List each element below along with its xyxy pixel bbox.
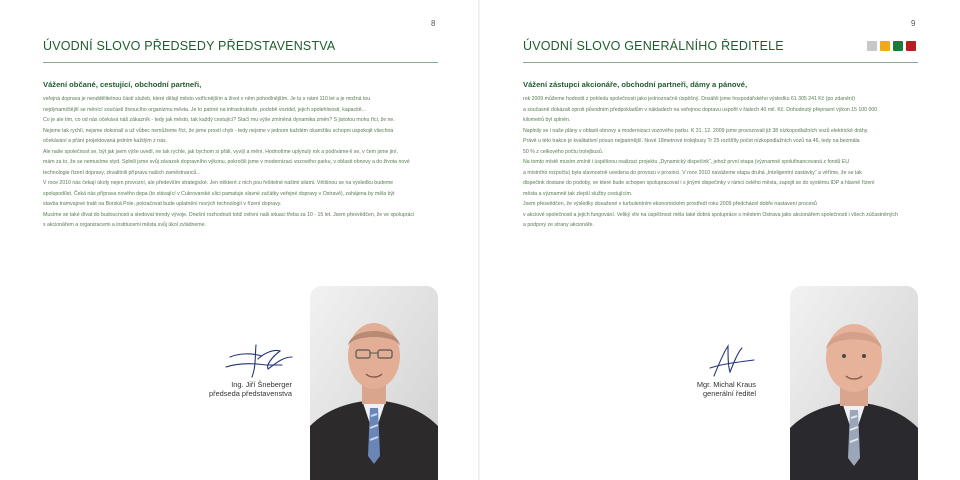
paragraph: očekávání a přání projektovaná jedním každým z nás. bbox=[43, 138, 167, 144]
body-text bbox=[43, 94, 439, 231]
greeting: Vážení zástupci akcionáře, obchodní partneři, dámy a pánové, bbox=[523, 80, 748, 89]
title-divider bbox=[523, 62, 918, 63]
handwritten-signature bbox=[222, 343, 300, 379]
paragraph: dispečink dostane do podoby, ve které bude schopen spolupracovat i s jinými dispečinky v rámci celého města, zapojit se do systému IDP a hlavně řízení bbox=[523, 180, 875, 186]
right-page bbox=[480, 0, 960, 480]
paragraph: Jsem přesvědčen, že výsledky dosažené v turbulentním ekonomickém prostředí roku 2009 předcházel dobře nastavení procesů bbox=[523, 201, 817, 207]
signatory-name: Mgr. Michal Kraus bbox=[696, 380, 756, 389]
page-number: 8 bbox=[431, 19, 436, 28]
paragraph: a podpory ze strany akcionáře. bbox=[523, 222, 594, 228]
director-portrait bbox=[790, 286, 918, 480]
paragraph: nejdynamičtější se měnící součástí živoucího organizmu města. Je to patrné na infrastruktuře, podobě vozidel, jejich spolehlivosti, kapacitě... bbox=[43, 106, 366, 113]
paragraph: mám za to, že se nemusíme styd. Splnili jsme svůj závazek dopravního výkonu, pokročili jsme v modernizaci vozového parku, v oblasti obnovy a do života nové bbox=[43, 159, 410, 165]
signatory bbox=[190, 380, 292, 398]
paragraph: a současně dokázali oproti původním předpokladům v nákladech na veřejnou dopravu uspořit v řádech 40 mil. Kč. Dohodnutý přepravní výkon 15 100 000 bbox=[523, 106, 878, 113]
color-square bbox=[867, 41, 877, 51]
body-text bbox=[523, 94, 919, 231]
page-number: 9 bbox=[911, 19, 916, 28]
paragraph: 50 % z celkového počtu trolejbusů. bbox=[523, 148, 604, 155]
color-square bbox=[880, 41, 890, 51]
paragraph: v akciové společnosti a jejich fungování. Veliký vliv na úspěšnost měla také dobrá spolupráce s městem Ostrava jako akcionářem společnosti i všech zúčastněných bbox=[523, 211, 898, 218]
color-squares bbox=[867, 41, 916, 51]
signatory bbox=[670, 380, 756, 398]
paragraph: veřejná doprava je neodděliteInou částí služeb, které dělají město vstřícnějším a život v něm pohodlnějším. Je tu s námi 110 let a je možná tou bbox=[43, 96, 371, 102]
page-title: ÚVODNÍ SLOVO GENERÁLNÍHO ŘEDITELE bbox=[523, 39, 784, 53]
paragraph: Musíme se také dívat do budoucnosti a sledovat trendy vývoje. Dnešní rozhodnutí totiž ovlivní naši situaci třeba za 10 - 15 let. Jsem přesvědčen, že ve spolupráci bbox=[43, 211, 415, 218]
paragraph: technologie řízení dopravy, zkvalitnili přípravu našich zaměstnanců... bbox=[43, 169, 201, 176]
color-square bbox=[906, 41, 916, 51]
paragraph: rok 2009 můžeme hodnotit z pohledu společnosti jako jednoznačně úspěšný. Dosáhli jsme hospodářského výsledku 61 305 241 Kč (po zdanění) bbox=[523, 96, 855, 102]
portrait-image bbox=[310, 286, 438, 480]
handwritten-signature bbox=[708, 342, 756, 380]
signatory-role: generální ředitel bbox=[702, 389, 756, 398]
paragraph: Na tomto místě musím zmínit i úspěšnou realizaci projektu „Dynamický dispečink“, jehož první etapa (významně spolufinancovaná z fondů EU bbox=[523, 159, 850, 165]
paragraph: Ale naše společnost se, být jak jsem výše uvedl, ne tak rychle, jak bychom si přáli, vyvíjí a mění. Hodnotíme uplynulý rok a podíváme-li se, v čem jsme jiní, bbox=[43, 148, 398, 155]
portrait-image bbox=[790, 286, 918, 480]
title-divider bbox=[43, 62, 438, 63]
chairman-portrait bbox=[310, 286, 438, 480]
paragraph: Naplnily se i naše plány v oblasti obnovy a modernizaci vozového parku. K 31. 12. 2009 jsme provozovali již 38 nízkopodlažních vozů elektrické dráhy. bbox=[523, 127, 869, 134]
paragraph: Co je ale tím, co od nás očekává náš zákazník - tedy jak město, tak každý cestující? Stačí mu výše zmíněná dynamika změn? S jistotou mohu říci, že ne. bbox=[43, 117, 395, 123]
page-title: ÚVODNÍ SLOVO PŘEDSEDY PŘEDSTAVENSTVA bbox=[43, 39, 336, 53]
paragraph: V roce 2010 nás čekají úkoly nejen provozní, ale především strategické. Jen některé z nich pou řešitelné našimi silami. Většinou se na výsledku budeme bbox=[43, 180, 394, 186]
paragraph: stavba tramvajové tratě na Borská Pole, pokračovat bude uplatnění nových technologií v řízení dopravy. bbox=[43, 201, 282, 207]
paragraph: s akcionářem a organizacemi a institucemi města svůj úkol zvládneme. bbox=[43, 222, 206, 228]
greeting: Vážení občané, cestující, obchodní partneři, bbox=[43, 80, 202, 89]
signatory-role: předseda představenstva bbox=[209, 389, 292, 398]
paragraph: Nejsme tak rychlí, nejsme dokonalí a už vůbec nemůžeme říct, že jsme prostí chyb - tedy nejsme v jednom každém okamžiku schopni uspokojit všechna bbox=[43, 127, 394, 134]
signatory-name: Ing. Jiří Šneberger bbox=[231, 380, 292, 389]
paragraph: kilometrů byl splněn. bbox=[523, 117, 571, 123]
paragraph: a místního rozpočtu) byla slavnostně uvedena do provozu v prosinci. V roce 2010 navážeme etapa druhá „Inteligentní zastávky“ a věříme, že se tak bbox=[523, 169, 862, 176]
paragraph: spolupodílet. Čeká nás příprava nového depa (to stávající v Cukrovarské ulici pamatuje slavné začátky veřejné dopravy v Ostravě), zahájena by měla být bbox=[43, 190, 395, 197]
paragraph: Právě u této trakce je kvalitativní posun nejpatrnější. Nové 18metrové trolejbusy Tr 25 rozšířily počet nízkopodlažních vozů na 46, tedy na bezmála bbox=[523, 138, 860, 144]
color-square bbox=[893, 41, 903, 51]
paragraph: města a významně tak zlepší služby cestujícím. bbox=[523, 190, 633, 197]
